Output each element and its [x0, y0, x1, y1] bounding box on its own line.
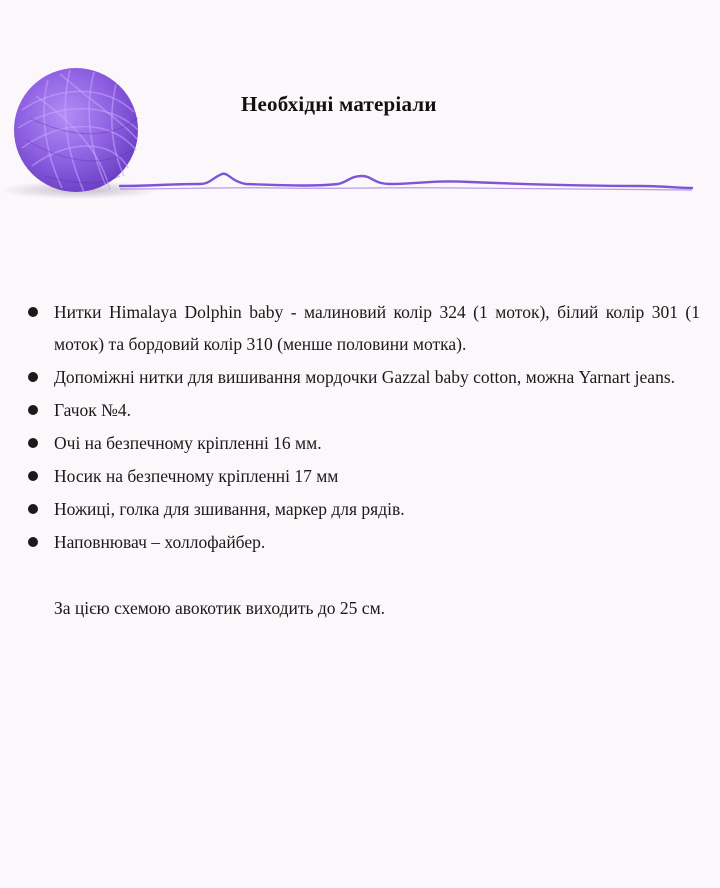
bullet-icon — [28, 307, 38, 317]
list-item — [28, 296, 700, 360]
bullet-icon — [28, 504, 38, 514]
list-item-text: Допоміжні нитки для вишивання мордочки Gazzal baby cotton, можна Yarnart jeans. — [54, 367, 676, 387]
materials-list — [28, 296, 700, 559]
list-item-text: Нитки Himalaya Dolphin baby - малиновий колір 324 (1 моток), білий колір 301 (1 моток) та бордовий колір 310 (менше половини мотка). — [54, 302, 700, 354]
list-item-text: Гачок №4. — [54, 400, 131, 420]
page-title: Необхідні матеріали — [241, 92, 437, 116]
list-item-text: Очі на безпечному кріпленні 16 мм. — [54, 433, 322, 453]
bullet-icon — [28, 438, 38, 448]
list-item — [28, 493, 700, 525]
bullet-icon — [28, 537, 38, 547]
list-item — [28, 394, 700, 426]
list-item-text: Ножиці, голка для зшивання, маркер для рядів. — [54, 499, 405, 519]
list-item-text: Наповнювач – холлофайбер. — [54, 532, 266, 552]
list-item — [28, 427, 700, 459]
list-item — [28, 460, 700, 492]
size-note: За цією схемою авокотик виходить до 25 см. — [54, 598, 386, 618]
list-item — [28, 361, 700, 393]
list-item — [28, 526, 700, 558]
bullet-icon — [28, 372, 38, 382]
bullet-icon — [28, 471, 38, 481]
list-item-text: Носик на безпечному кріпленні 17 мм — [54, 466, 339, 486]
bullet-icon — [28, 405, 38, 415]
